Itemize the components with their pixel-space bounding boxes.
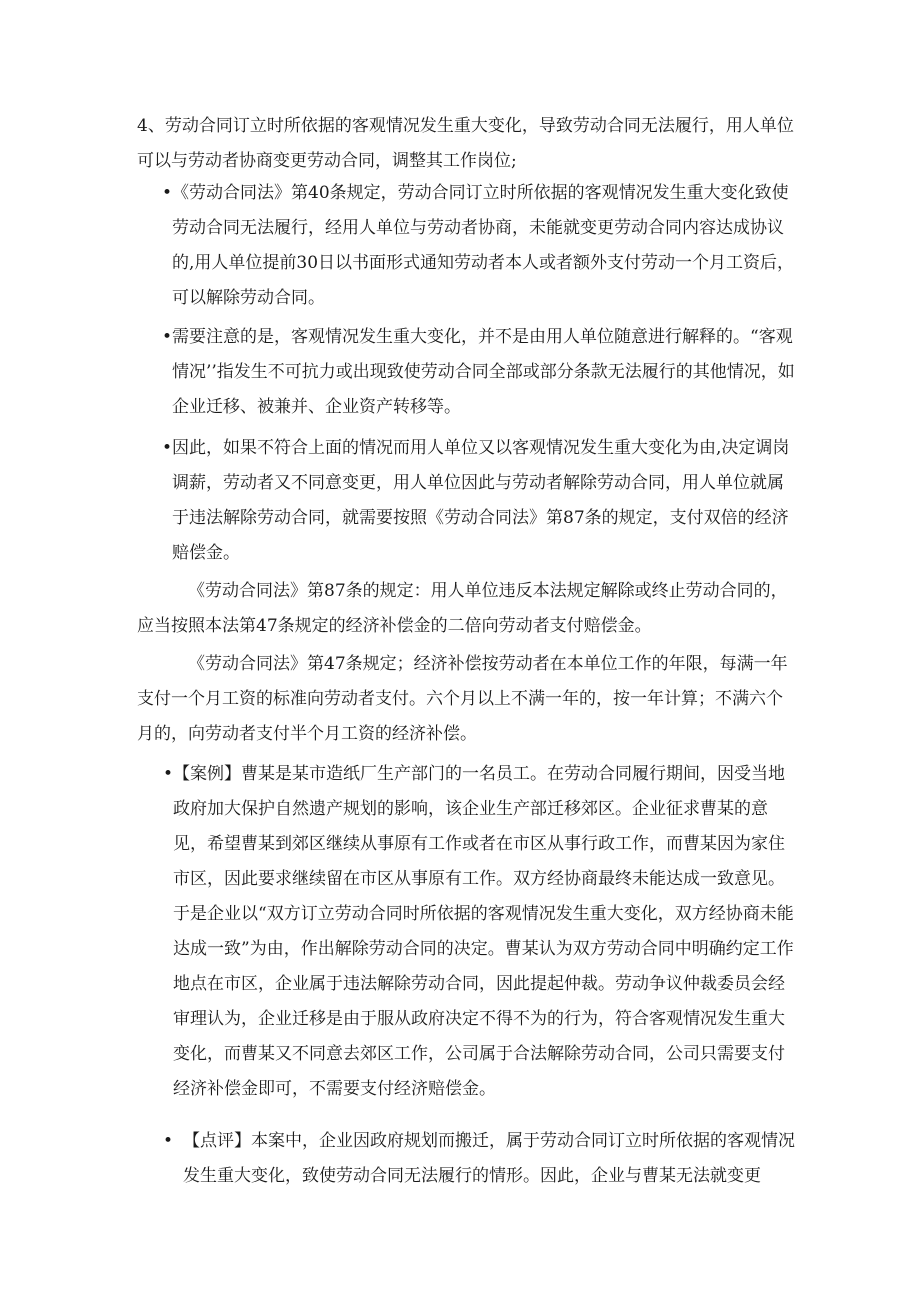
bullet-marker: • [163, 764, 174, 784]
bullet-marker: • [162, 438, 173, 458]
comment-paragraph: 【点评】本案中，企业因政府规划而搬迁，属于劳动合同订立时所依据的客观情况发生重大变化，致使劳动合同无法履行的情形。因此，企业与曹某无法就变更 [183, 1131, 795, 1186]
section-heading: 4、劳动合同订立时所依据的客观情况发生重大变化，导致劳动合同无法履行，用人单位可以与劳动者协商变更劳动合同，调整其工作岗位; [137, 116, 794, 171]
case-paragraph: 【案例】曹某是某市造纸厂生产部门的一名员工。在劳动合同履行期间，因受当地政府加大保护自然遗产规划的影响，该企业生产部迁移郊区。企业征求曹某的意见，希望曹某到郊区继续从事原有工作或者在市区从事行政工作，而曹某因为家住市区，因此要求继续留在市区从事原有工作。双方经协商最终未能达成一致意见。于是企业以“双方订立劳动合同时所依据的客观情况发生重大变化，双方经协商未能达成一致”为由，作出解除劳动合同的决定。曹某认为双方劳动合同中明确约定工作地点在市区，企业属于违法解除劳动合同，因此提起仲裁。劳动争议仲裁委员会经审理认为，企业迁移是由于服从政府决定不得不为的行为，符合客观情况发生重大变化，而曹某又不同意去郊区工作，公司属于合法解除劳动合同，公司只需要支付经济补偿金即可，不需要支付经济赔偿金。 [173, 764, 794, 1099]
bullet-marker: • [163, 1131, 174, 1151]
bullet-paragraph-illegal-termination: 因此，如果不符合上面的情况而用人单位又以客观情况发生重大变化为由,决定调岗调薪，劳动者又不同意变更，用人单位因此与劳动者解除劳动合同，用人单位就属于违法解除劳动合同，就需要按照《劳动合同法》第87条的规定，支付双倍的经济赔偿金。 [172, 438, 790, 563]
bullet-paragraph-article-40: 《劳动合同法》第40条规定，劳动合同订立时所依据的客观情况发生重大变化致使劳动合同无法履行，经用人单位与劳动者协商，未能就变更劳动合同内容达成协议的,用人单位提前30日以书面形式通知劳动者本人或者额外支付劳动一个月工资后，可以解除劳动合同。 [172, 183, 795, 308]
bullet-paragraph-objective-circumstances: 需要注意的是，客观情况发生重大变化，并不是由用人单位随意进行解释的。“客观情况’’指发生不可抗力或出现致使劳动合同全部或部分条款无法履行的其他情况，如企业迁移、被兼并、企业资产转移等。 [172, 327, 795, 417]
paragraph-article-87: 《劳动合同法》第87条的规定：用人单位违反本法规定解除或终止劳动合同的，应当按照本法第47条规定的经济补偿金的二倍向劳动者支付赔偿金。 [137, 581, 788, 636]
paragraph-article-47: 《劳动合同法》第47条规定；经济补偿按劳动者在本单位工作的年限，每满一年支付一个月工资的标准向劳动者支付。六个月以上不满一年的，按一年计算；不满六个月的，向劳动者支付半个月工资的经济补偿。 [137, 654, 788, 744]
bullet-marker: • [162, 183, 173, 203]
bullet-marker: • [162, 327, 173, 347]
